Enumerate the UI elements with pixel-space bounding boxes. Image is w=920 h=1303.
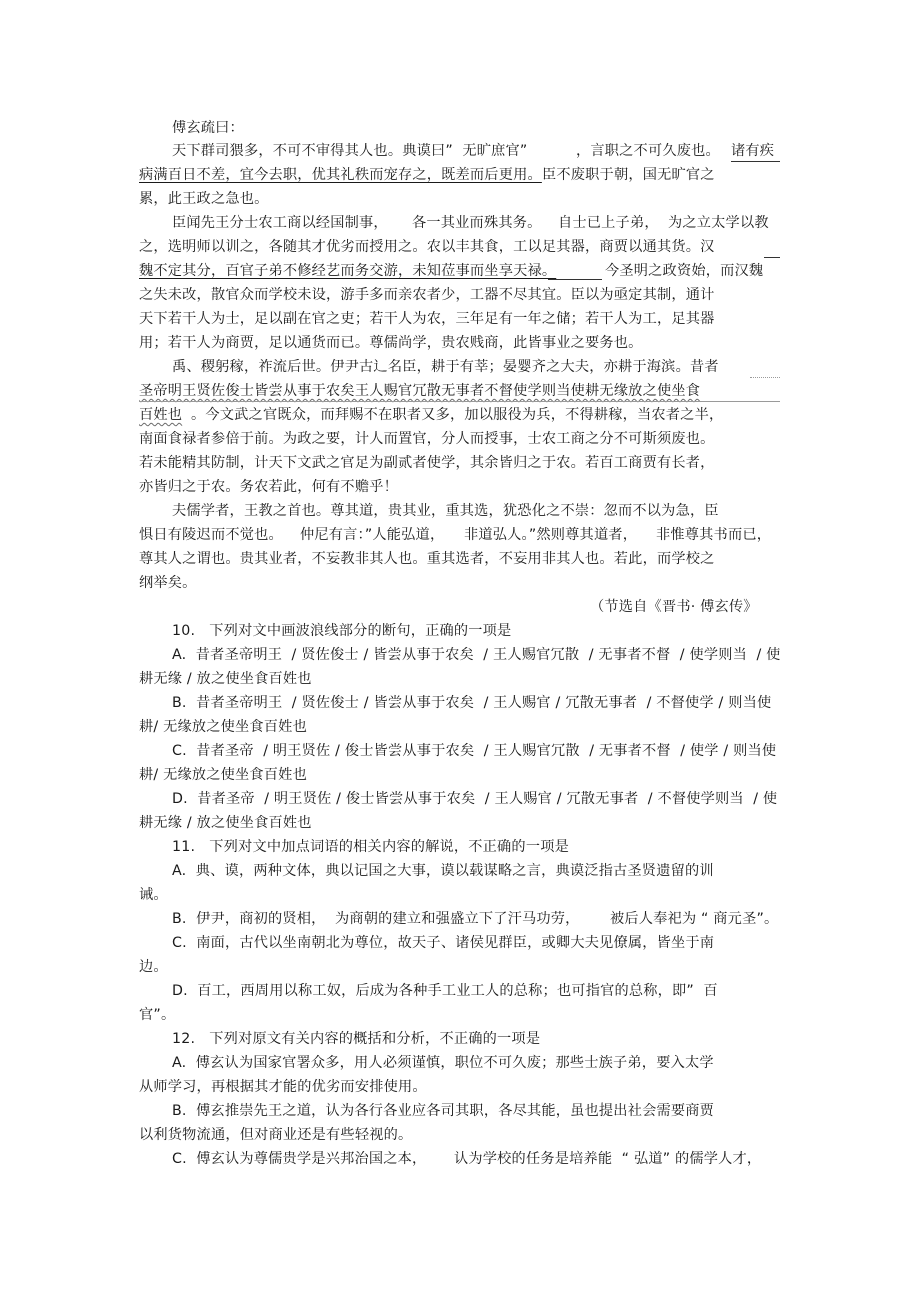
p2-line6: 用；若干人为商贾，足以通货而已。尊儒尚学，贵农贱商，此皆事业之要务也。 bbox=[139, 335, 643, 351]
p1-line1: 天下群司猥多，不可不审得其人也。典谟曰” 无旷庶官” bbox=[172, 143, 528, 159]
q12-option-c-line1b: 认为学校的任务是培养能 “ 弘道” 的儒学人才， bbox=[454, 1151, 762, 1167]
p2-line3b: 今圣明之政资始，而汉魏 bbox=[605, 263, 764, 279]
q11-option-b-line1b: 被后人奉祀为 “ 商元圣”。 bbox=[610, 911, 779, 927]
p3-line4: 南面食禄者参倍于前。为政之要，计人而置官，分人而授事，士农工商之分不可斯须废也。 bbox=[139, 431, 715, 447]
p4-line4: 纲举矣。 bbox=[139, 575, 197, 591]
p2-line1a: 臣闻先王分士农工商以经国制事， bbox=[172, 215, 388, 231]
p4-line2c: 非道弘人。”然则尊其道者， bbox=[464, 527, 638, 543]
p3-line5: 若未能精其防制，计天下文武之官足为副贰者使学，其余皆归之于农。若百工商贾有长者， bbox=[139, 455, 715, 471]
p3-line6: 亦皆归之于农。务农若此，何有不赡乎！ bbox=[139, 479, 398, 495]
p1-line3: 累，此王政之急也。 bbox=[139, 191, 269, 207]
underline-rule bbox=[764, 257, 780, 258]
q11-option-b-line1: B. 伊尹，商初的贤相， 为商朝的建立和强盛立下了汗马功劳， bbox=[172, 911, 580, 927]
p2-line4: 之失未改，散官众而学校未设，游手多而亲农者少，工器不尽其宜。臣以为亟定其制，通计 bbox=[139, 287, 715, 303]
source-citation: （节选自《晋书· 傅玄传》 bbox=[590, 599, 758, 615]
q12-option-a-line2: 从师学习，再根据其才能的优劣而安排使用。 bbox=[139, 1079, 427, 1095]
q10-option-d-line1: D. 昔者圣帝 / 明王贤佐 / 俊士皆尝从事于农矣 / 王人赐官 / 冗散无事者 / 不督使学则当 / 使 bbox=[172, 791, 778, 807]
q10-stem: 10. 下列对文中画波浪线部分的断句，正确的一项是 bbox=[172, 623, 512, 639]
q10-option-c-line2: 耕/ 无缘放之使坐食百姓也 bbox=[139, 767, 307, 783]
p2-line3a: 魏不定其分，百官子弟不修经艺而务交游，未知莅事而坐享天禄。 bbox=[139, 263, 557, 279]
p4-line3: 尊其人之谓也。贵其业者，不妄教非其人也。重其选者，不妄用非其人也。若此，而学校之 bbox=[139, 551, 715, 567]
q12-option-c-line1: C. 傅玄认为尊儒贵学是兴邦治国之本， bbox=[172, 1151, 427, 1167]
q11-option-a-line2: 诫。 bbox=[139, 887, 168, 903]
q11-option-a-line1: A. 典、谟，两种文体，典以记国之大事，谟以载谋略之言，典谟泛指古圣贤遗留的训 bbox=[172, 863, 714, 879]
p2-line1d: 为之立太学以教 bbox=[668, 215, 769, 231]
passage-intro: 傅玄疏曰： bbox=[172, 120, 244, 136]
p2-line2: 之，选明师以训之，各随其才优劣而授用之。农以丰其食，工以足其器，商贾以通其货。汉 bbox=[139, 239, 715, 255]
q12-option-b-line1: B. 傅玄推崇先王之道，认为各行各业应各司其职，各尽其能，虽也提出社会需要商贾 bbox=[172, 1103, 715, 1119]
p1-line1b: ，言职之不可久废也。 bbox=[576, 143, 720, 159]
q10-option-b-line2: 耕/ 无缘放之使坐食百姓也 bbox=[139, 719, 307, 735]
wavy-mark bbox=[750, 377, 780, 378]
p1-line1c: 诸有疾 bbox=[731, 143, 775, 159]
q11-option-d-line2: 官”。 bbox=[139, 1007, 176, 1023]
underline-rule bbox=[548, 279, 602, 280]
q10-option-d-line2: 耕无缘 / 放之使坐食百姓也 bbox=[139, 815, 312, 831]
p3-line1: 禹、稷躬稼，祚流后世。伊尹古辶名臣，耕于有莘；晏婴齐之大夫，亦耕于海滨。昔者 bbox=[172, 359, 719, 375]
p3-line3a-wavy: 百姓也 bbox=[139, 407, 183, 423]
p2-line5: 天下若干人为士，足以副在官之吏；若干人为农，三年足有一年之储；若干人为工，足其器 bbox=[139, 311, 715, 327]
p2-line1c: 自士已上子弟， bbox=[558, 215, 659, 231]
wavy-rule bbox=[139, 401, 780, 402]
p4-line2b: 仲尼有言：”人能弘道， bbox=[300, 527, 445, 543]
q11-option-d-line1: D. 百工，西周用以称工奴，后成为各种手工业工人的总称；也可指官的总称，即” 百 bbox=[172, 983, 718, 999]
q10-option-b-line1: B. 昔者圣帝明王 / 贤佐俊士 / 皆尝从事于农矣 / 王人赐官 / 冗散无事者 / 不督使学 / 则当使 bbox=[172, 695, 772, 711]
q11-stem: 11. 下列对文中加点词语的相关内容的解说，不正确的一项是 bbox=[172, 839, 569, 855]
p3-line3b: 。今文武之官既众，而拜赐不在职者又多，加以服役为兵，不得耕稼，当农者之半， bbox=[191, 407, 724, 423]
q10-option-a-line1: A. 昔者圣帝明王 / 贤佐俊士 / 皆尝从事于农矣 / 王人赐官冗散 / 无事者不督 / 使学则当 / 使 bbox=[172, 647, 781, 663]
q12-option-a-line1: A. 傅玄认为国家官署众多，用人必须谨慎，职位不可久废；那些士族子弟，要入太学 bbox=[172, 1055, 714, 1071]
p4-line2a: 惧日有陵迟而不觉也。 bbox=[139, 527, 283, 543]
q11-option-c-line2: 边。 bbox=[139, 959, 168, 975]
q12-option-b-line2: 以利货物流通，但对商业还是有些轻视的。 bbox=[139, 1127, 413, 1143]
p3-line2-wavy: 圣帝明王贤佐俊士皆尝从事于农矣王人赐官冗散无事者不督使学则当使耕无缘放之使坐食 bbox=[139, 383, 701, 399]
underline-rule bbox=[731, 161, 780, 162]
p2-line1b: 各一其业而殊其务。 bbox=[412, 215, 542, 231]
q10-option-c-line1: C. 昔者圣帝 / 明王贤佐 / 俊士皆尝从事于农矣 / 王人赐官冗散 / 无事者不督 / 使学 / 则当使 bbox=[172, 743, 777, 759]
p4-line1: 夫儒学者，王教之首也。尊其道，贵其业，重其选，犹恐化之不崇：忽而不以为急，臣 bbox=[172, 503, 719, 519]
q10-option-a-line2: 耕无缘 / 放之使坐食百姓也 bbox=[139, 671, 312, 687]
p1-line2b: 臣不废职于朝，国无旷官之 bbox=[542, 167, 715, 183]
p4-line2d: 非惟尊其书而已， bbox=[656, 527, 772, 543]
q12-stem: 12. 下列对原文有关内容的概括和分析，不正确的一项是 bbox=[172, 1031, 541, 1047]
q11-option-c-line1: C. 南面，古代以坐南朝北为尊位，故天子、诸侯见群臣，或卿大夫见僚属，皆坐于南 bbox=[172, 935, 715, 951]
p1-line2a: 病满百日不差，宜今去职，优其礼秩而宠存之，既差而后更用。 bbox=[139, 167, 542, 183]
